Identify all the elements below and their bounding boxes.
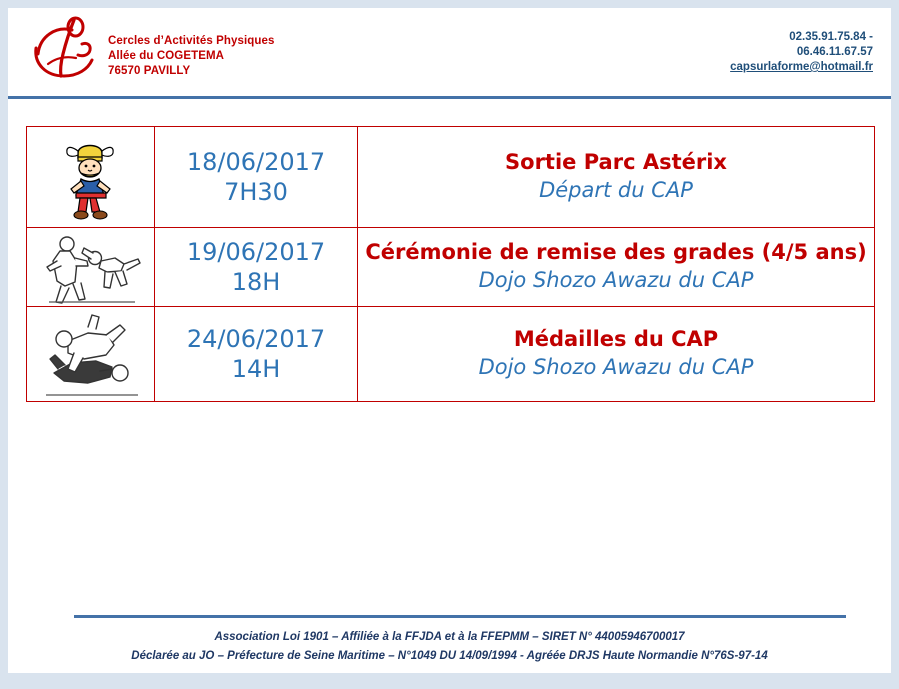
judo-groundwork-icon <box>27 307 154 401</box>
event-subtitle: Départ du CAP <box>539 178 693 202</box>
event-date: 24/06/2017 <box>186 325 326 353</box>
header-divider <box>8 96 891 99</box>
event-description-cell <box>358 127 875 228</box>
contact-block <box>730 30 873 75</box>
judo-throw-icon <box>27 228 154 306</box>
event-title: Médailles du CAP <box>513 327 719 351</box>
footer-line-1: Association Loi 1901 – Affiliée à la FFJDA et à la FFEPMM – SIRET N° 44005946700017 <box>214 631 685 643</box>
footer-divider <box>74 615 846 618</box>
asterix-character-icon <box>27 127 154 227</box>
event-date: 18/06/2017 <box>186 148 326 176</box>
events-table <box>26 126 875 402</box>
document-page <box>8 8 891 673</box>
event-title: Cérémonie de remise des grades (4/5 ans) <box>365 240 867 264</box>
event-date-cell <box>155 307 358 402</box>
document-header <box>8 8 891 88</box>
event-date-cell <box>155 127 358 228</box>
event-image-cell <box>27 307 155 402</box>
event-date: 19/06/2017 <box>186 238 326 266</box>
table-row <box>27 127 875 228</box>
event-image-cell <box>27 127 155 228</box>
phone-line-1: 02.35.91.75.84 - <box>789 31 873 43</box>
cap-logo-icon <box>30 14 98 82</box>
email-link[interactable]: capsurlaforme@hotmail.fr <box>730 61 873 73</box>
footer-line-2: Déclarée au JO – Préfecture de Seine Maritime – N°1049 DU 14/09/1994 - Agréée DRJS Haute Normandie N°76S-97-14 <box>131 650 768 662</box>
event-time: 7H30 <box>224 178 288 206</box>
event-image-cell <box>27 228 155 307</box>
table-row <box>27 228 875 307</box>
org-line-1: Cercles d’Activités Physiques <box>108 35 275 47</box>
organization-address <box>108 34 275 79</box>
event-description-cell <box>358 228 875 307</box>
event-date-cell <box>155 228 358 307</box>
event-subtitle: Dojo Shozo Awazu du CAP <box>478 355 754 379</box>
event-description-cell <box>358 307 875 402</box>
org-line-2: Allée du COGETEMA <box>108 50 225 62</box>
event-title: Sortie Parc Astérix <box>505 150 727 174</box>
event-time: 14H <box>231 355 281 383</box>
event-subtitle: Dojo Shozo Awazu du CAP <box>478 268 754 292</box>
event-time: 18H <box>231 268 281 296</box>
phone-line-2: 06.46.11.67.57 <box>796 46 873 58</box>
table-row <box>27 307 875 402</box>
org-line-3: 76570 PAVILLY <box>108 65 191 77</box>
legal-footer <box>8 628 891 666</box>
